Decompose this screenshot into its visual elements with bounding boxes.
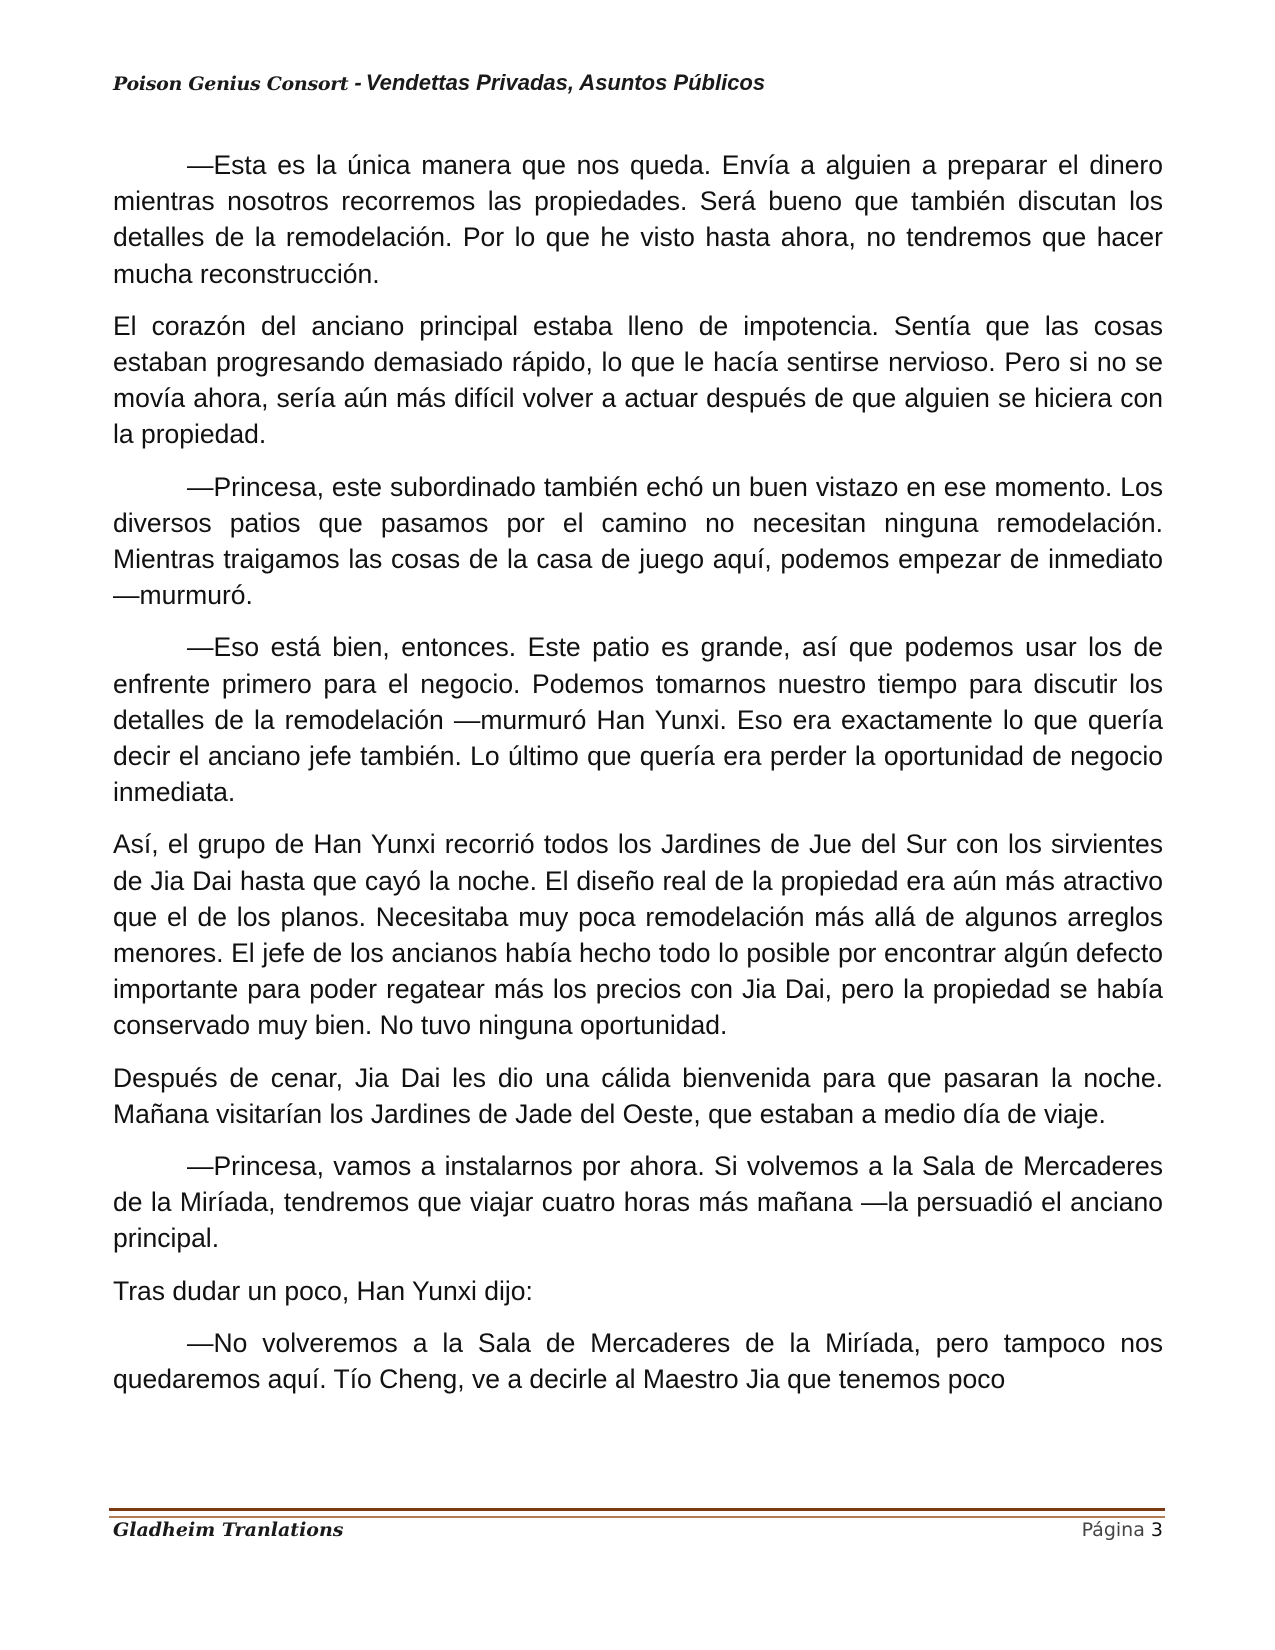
- paragraph-7: —Princesa, vamos a instalarnos por ahora. Si volvemos a la Sala de Mercaderes de la Miríada, tendremos que viajar cuatro horas más mañana —la persuadió el anciano principal.: [113, 1151, 1163, 1254]
- page-label: Página: [1081, 1519, 1145, 1541]
- page-indicator: [1082, 1519, 1163, 1541]
- footer-divider: [109, 1508, 1165, 1518]
- page-body: [113, 147, 1163, 1413]
- book-title: Poison Genius Consort: [113, 73, 349, 95]
- paragraph-3: —Princesa, este subordinado también echó un buen vistazo en ese momento. Los diversos patios que pasamos por el camino no necesitan ninguna remodelación. Mientras traigamos las cosas de la casa de juego aquí, podemos empezar de inmediato —murmuró.: [113, 471, 1163, 611]
- paragraph-9: —No volveremos a la Sala de Mercaderes de la Miríada, pero tampoco nos quedaremos aquí. Tío Cheng, ve a decirle al Maestro Jia que tenemos poco: [113, 1327, 1163, 1395]
- paragraph-5: Así, el grupo de Han Yunxi recorrió todos los Jardines de Jue del Sur con los sirvientes de Jia Dai hasta que cayó la noche. El diseño real de la propiedad era aún más atractivo que el de los planos. Necesitaba muy poca remodelación más allá de algunos arreglos menores. El jefe de los ancianos había hecho todo lo posible por encontrar algún defecto importante para poder regatear más los precios con Jia Dai, pero la propiedad se había conservado muy bien. No tuvo ninguna oportunidad.: [113, 829, 1163, 1041]
- paragraph-6: Después de cenar, Jia Dai les dio una cálida bienvenida para que pasaran la noche. Mañana visitarían los Jardines de Jade del Oeste, que estaban a medio día de viaje.: [113, 1062, 1163, 1129]
- paragraph-2: El corazón del anciano principal estaba lleno de impotencia. Sentía que las cosas estaban progresando demasiado rápido, lo que le hacía sentirse nervioso. Pero si no se movía ahora, sería aún más difícil volver a actuar después de que alguien se hiciera con la propiedad.: [113, 310, 1163, 450]
- paragraph-8: Tras dudar un poco, Han Yunxi dijo:: [113, 1275, 533, 1306]
- page-header: [113, 70, 1163, 96]
- paragraph-4: —Eso está bien, entonces. Este patio es grande, así que podemos usar los de enfrente primero para el negocio. Podemos tomarnos nuestro tiempo para discutir los detalles de la remodelación —murmuró Han Yunxi. Eso era exactamente lo que quería decir el anciano jefe también. Lo último que quería era perder la oportunidad de negocio inmediata.: [113, 632, 1163, 808]
- page-number: 3: [1150, 1519, 1163, 1541]
- header-separator: -: [354, 70, 362, 95]
- paragraph-1: —Esta es la única manera que nos queda. Envía a alguien a preparar el dinero mientras nosotros recorremos las propiedades. Será bueno que también discutan los detalles de la remodelación. Por lo que he visto hasta ahora, no tendremos que hacer mucha reconstrucción.: [113, 150, 1163, 289]
- chapter-title: Vendettas Privadas, Asuntos Públicos: [365, 70, 766, 95]
- footer-divider-gap: [109, 1512, 1165, 1514]
- translator-credit: Gladheim Tranlations: [113, 1519, 344, 1541]
